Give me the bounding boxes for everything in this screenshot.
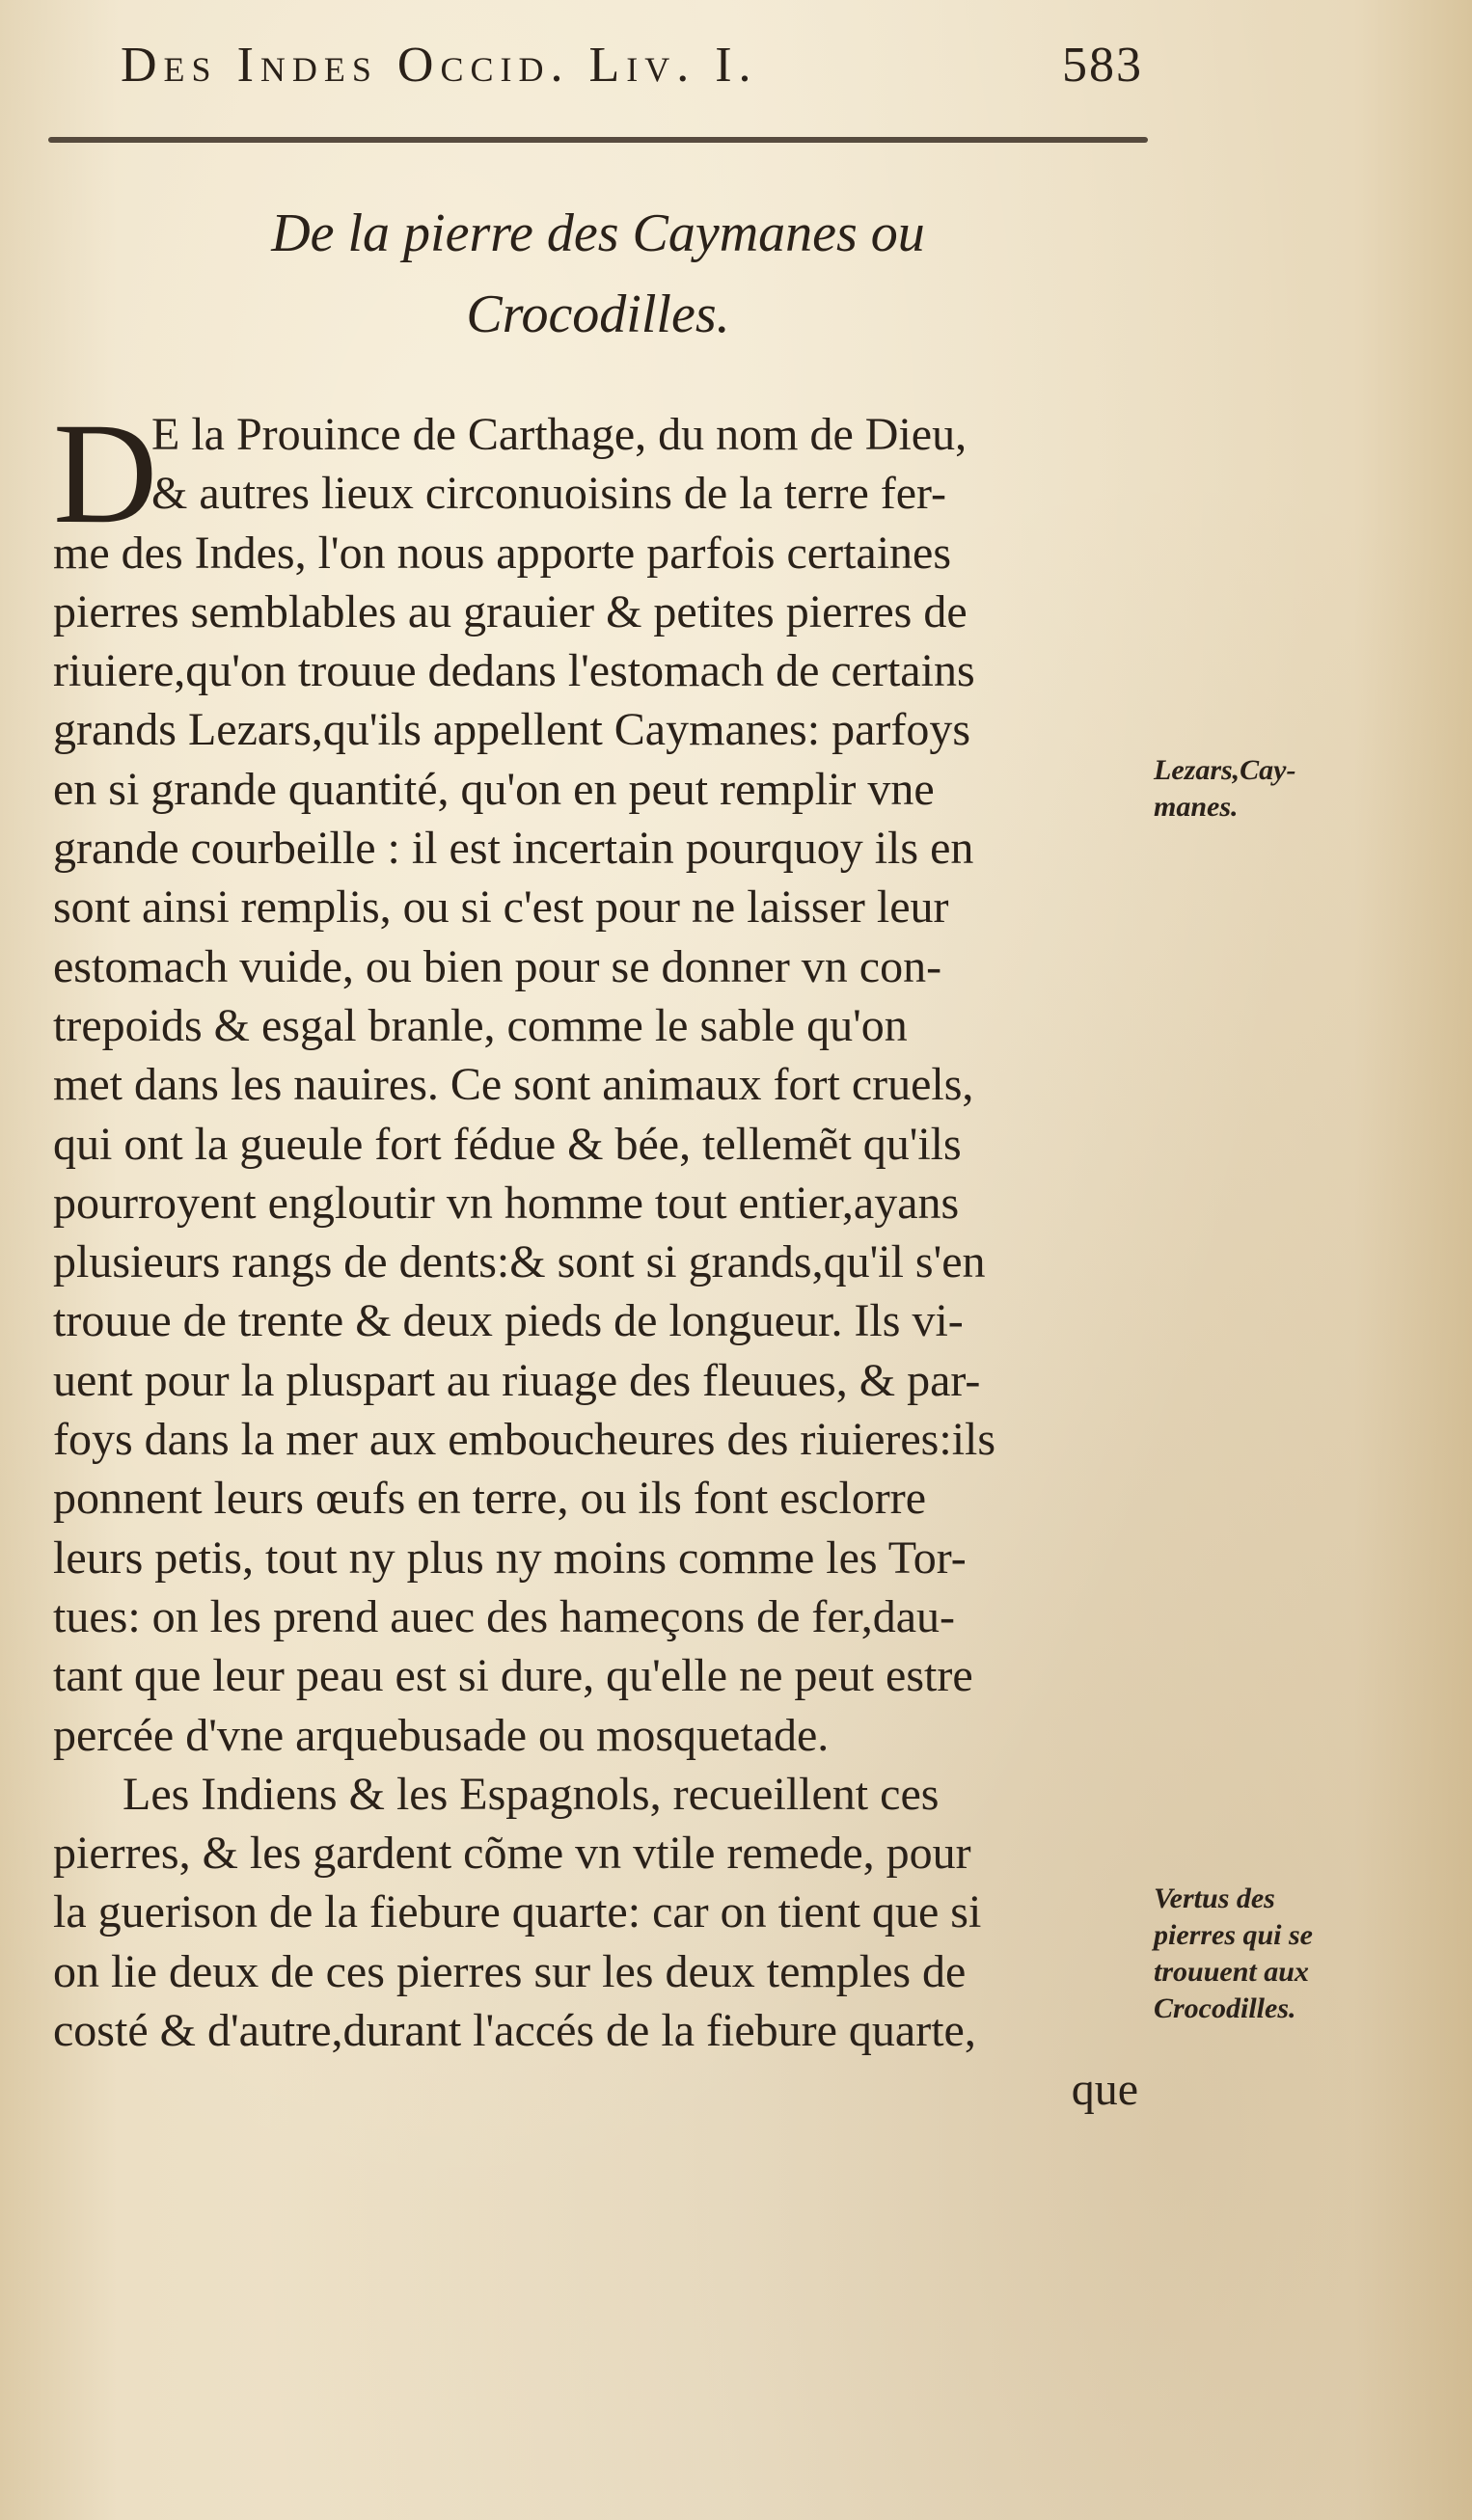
- body-text: [53, 393, 1148, 2120]
- chapter-title-line-1: De la pierre des Caymanes ou: [271, 203, 925, 263]
- margin-note-line: pierres qui se: [1154, 1919, 1313, 1951]
- text-line: percée d'vne arquebusade ou mosquetade.: [53, 1709, 830, 1761]
- text-line: trepoids & esgal branle, comme le sable qu'on: [53, 999, 908, 1051]
- text-line: pierres, & les gardent cõme vn vtile remede, pour: [53, 1828, 971, 1880]
- text-line: uent pour la pluspart au riuage des fleuues, & par-: [53, 1354, 981, 1406]
- margin-note-vertus: [1154, 1881, 1313, 2027]
- text-line: tues: on les prend auec des hameçons de fer,dau-: [53, 1590, 956, 1642]
- text-line: grande courbeille : il est incertain pourquoy ils en: [53, 823, 974, 875]
- text-line: riuiere,qu'on trouue dedans l'estomach de certains: [53, 645, 975, 697]
- header-rule: [48, 137, 1148, 143]
- running-head: [121, 37, 1143, 104]
- catchword: que: [1071, 2064, 1138, 2116]
- text-line: pierres semblables au grauier & petites pierres de: [53, 585, 968, 637]
- text-line: on lie deux de ces pierres sur les deux temples de: [53, 1945, 967, 1997]
- chapter-title: [135, 193, 1061, 355]
- text-line: la guerison de la fiebure quarte: car on tient que si: [53, 1886, 982, 1938]
- text-line: plusieurs rangs de dents:& sont si grands,qu'il s'en: [53, 1236, 986, 1288]
- margin-note-line: Vertus des: [1154, 1883, 1275, 1914]
- running-head-title: Des Indes Occid. Liv. I.: [121, 38, 758, 93]
- text-line: costé & d'autre,durant l'accés de la fiebure quarte,: [53, 2005, 976, 2057]
- text-line: sont ainsi remplis, ou si c'est pour ne laisser leur: [53, 881, 949, 934]
- text-line: qui ont la gueule fort fédue & bée, tellemẽt qu'ils: [53, 1118, 962, 1170]
- page-number: 583: [1062, 38, 1143, 93]
- text-line: en si grande quantité, qu'on en peut remplir vne: [53, 763, 935, 815]
- margin-note-lezars: [1154, 752, 1295, 826]
- margin-note-line: Crocodilles.: [1154, 1992, 1296, 2024]
- text-line: me des Indes, l'on nous apporte parfois certaines: [53, 527, 952, 579]
- drop-cap: D: [53, 393, 158, 554]
- chapter-title-line-2: Crocodilles.: [466, 285, 730, 344]
- text-line: foys dans la mer aux emboucheures des riuieres:ils: [53, 1414, 996, 1466]
- text-line: tant que leur peau est si dure, qu'elle ne peut estre: [53, 1650, 973, 1702]
- margin-note-line: manes.: [1154, 791, 1239, 823]
- margin-note-line: trouuent aux: [1154, 1956, 1309, 1988]
- margin-note-line: Lezars,Cay-: [1154, 754, 1296, 786]
- text-line: grands Lezars,qu'ils appellent Caymanes: parfoys: [53, 704, 971, 756]
- text-line: leurs petis, tout ny plus ny moins comme les Tor-: [53, 1531, 967, 1584]
- text-line: E la Prouince de Carthage, du nom de Dieu,: [151, 409, 968, 460]
- text-line: ponnent leurs œufs en terre, ou ils font esclorre: [53, 1473, 927, 1525]
- text-line: estomach vuide, ou bien pour se donner vn con-: [53, 940, 942, 992]
- text-line: & autres lieux circonuoisins de la terre fer-: [151, 468, 947, 520]
- text-line: pourroyent engloutir vn homme tout entier,ayans: [53, 1177, 960, 1229]
- text-line: Les Indiens & les Espagnols, recueillent ces: [123, 1768, 940, 1820]
- text-line: met dans les nauires. Ce sont animaux fort cruels,: [53, 1059, 974, 1111]
- text-line: trouue de trente & deux pieds de longueur. Ils vi-: [53, 1295, 964, 1347]
